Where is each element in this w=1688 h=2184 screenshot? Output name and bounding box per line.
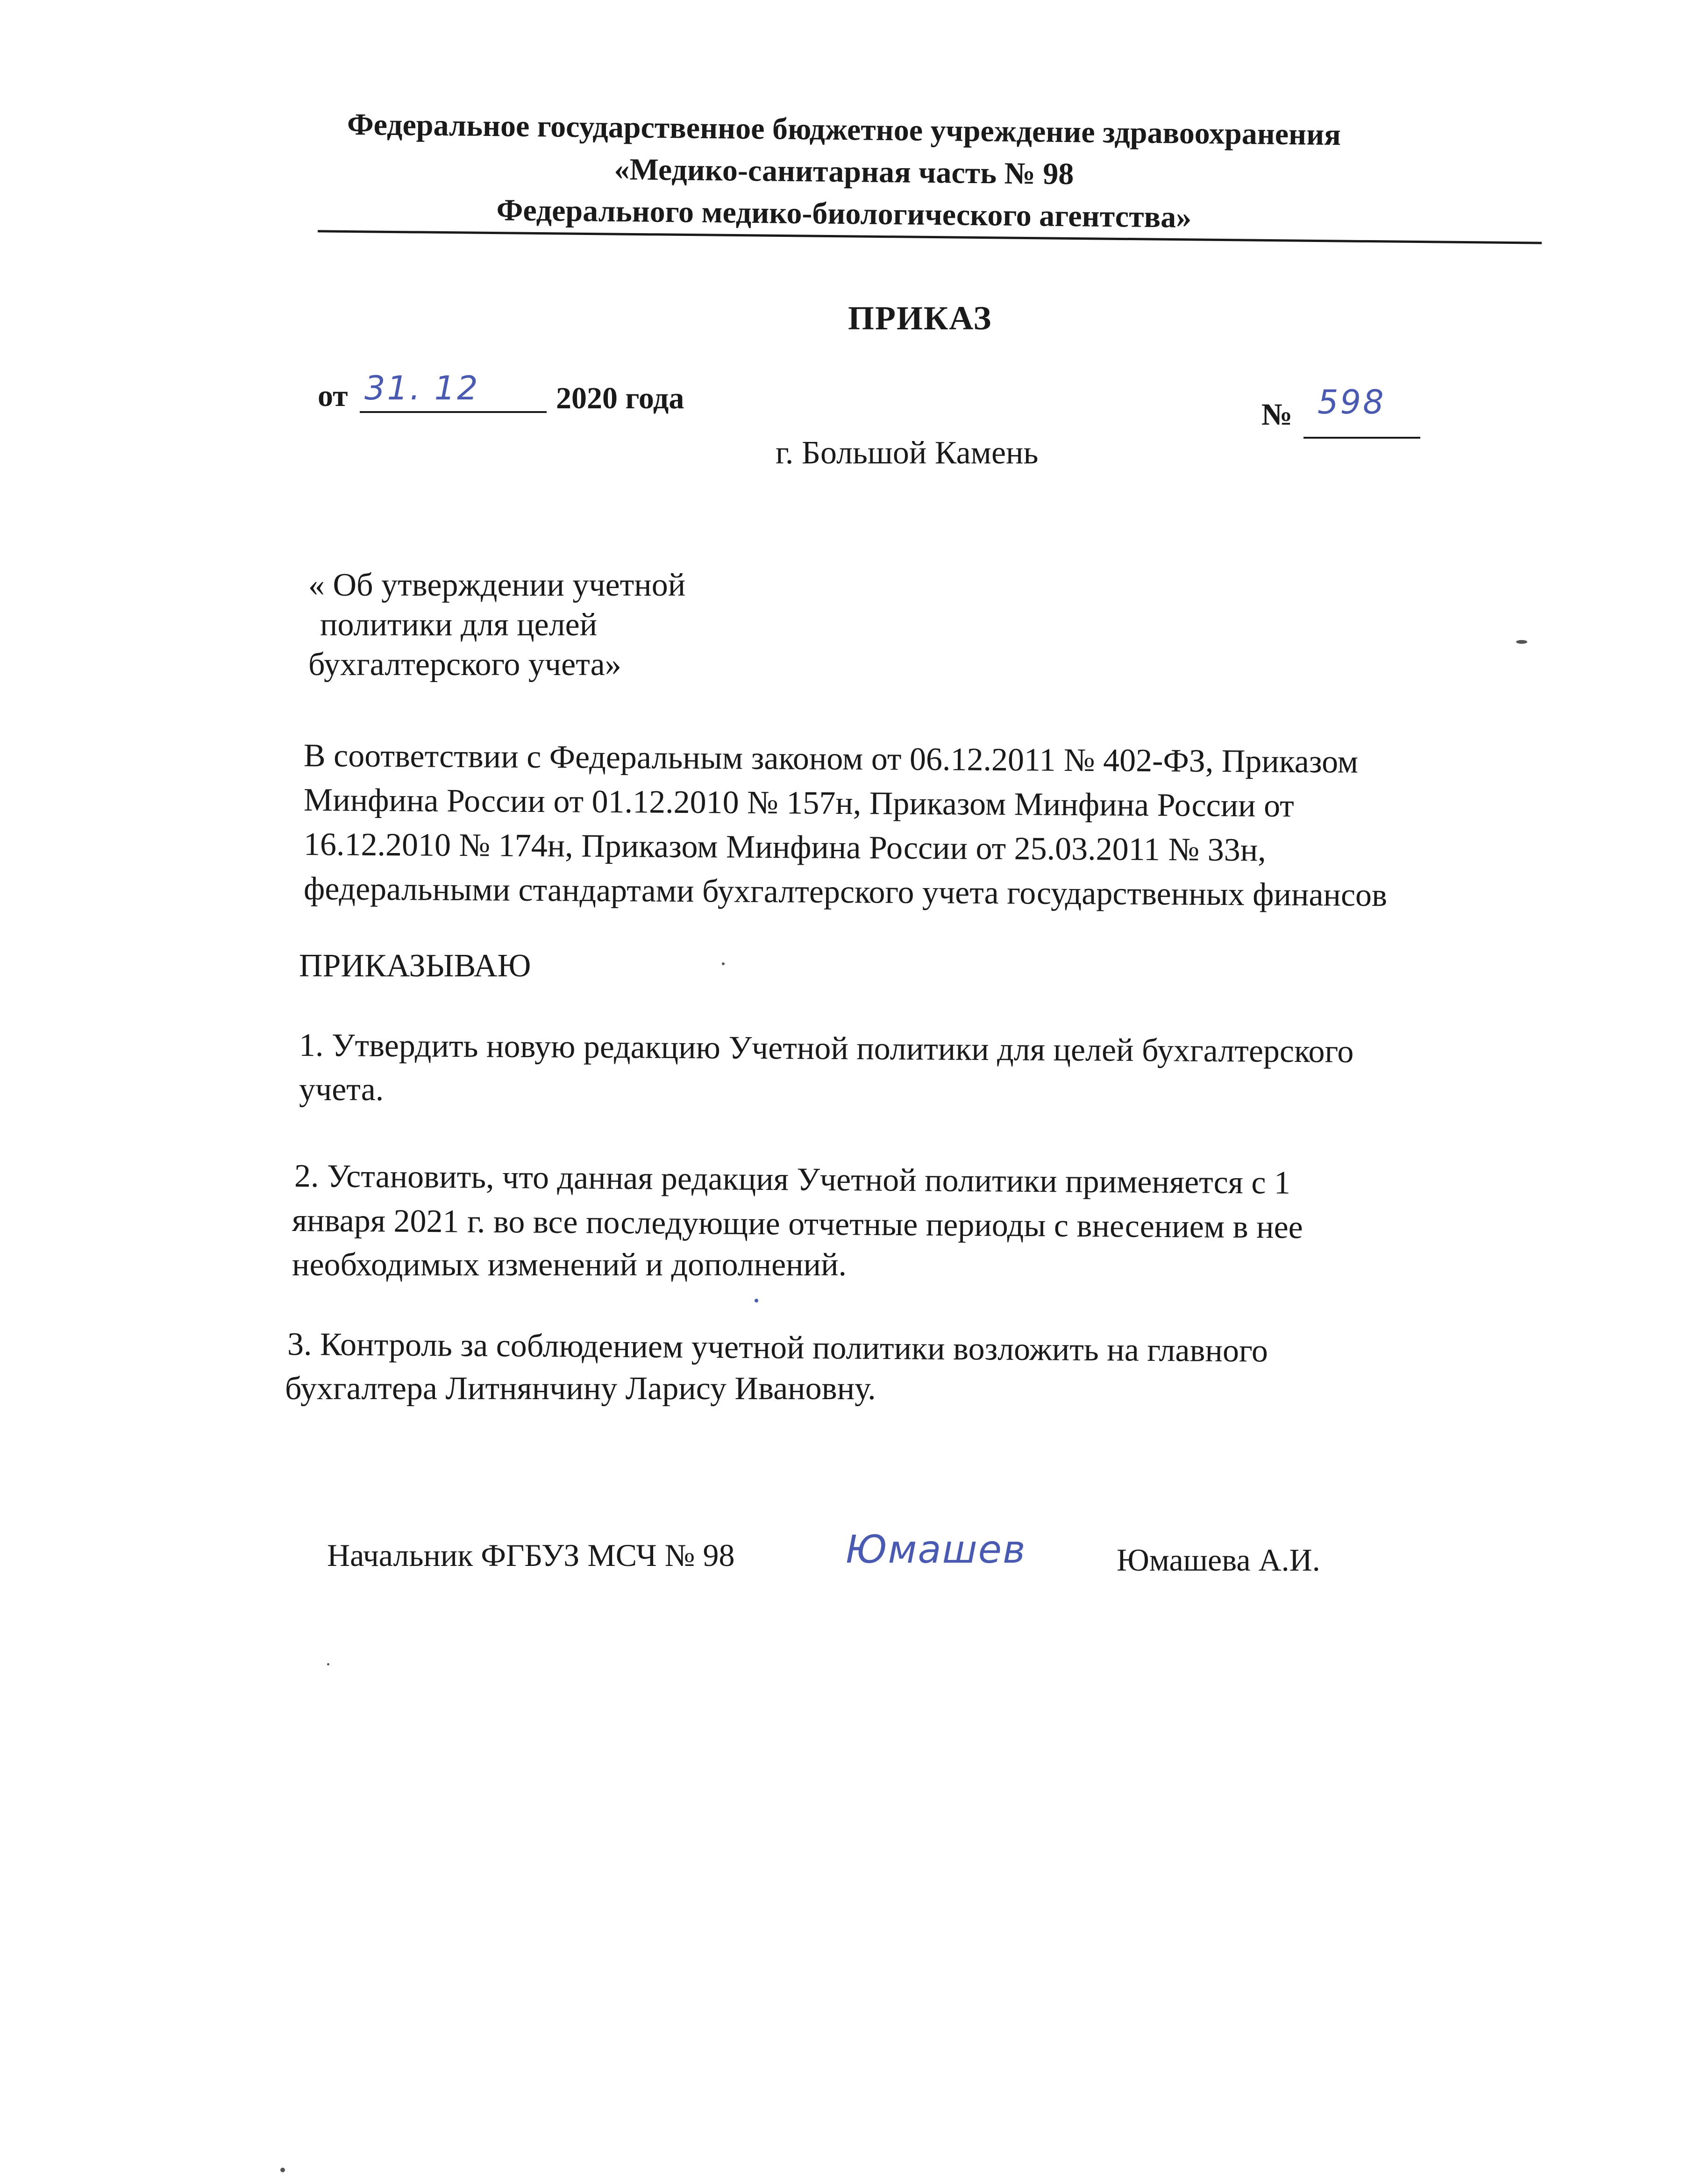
signatory-name: Юмашева А.И. [1117,1542,1320,1578]
number-label: № [1261,398,1293,432]
org-name-line3: Федерального медико-биологического агентства» [496,193,1192,235]
item-3-line1: 3. Контроль за соблюдением учетной политики возложить на главного [287,1326,1268,1369]
subject-line2: политики для целей [320,607,598,643]
item-1-line1: 1. Утвердить новую редакцию Учетной политики для целей бухгалтерского [299,1027,1354,1070]
handwritten-date: 31. 12 [364,369,480,407]
preamble-line3: 16.12.2010 № 174н, Приказом Минфина России от 25.03.2011 № 33н, [303,826,1267,868]
preamble-line1: В соответствии с Федеральным законом от 06.12.2011 № 402-ФЗ, Приказом [303,738,1359,780]
order-word: ПРИКАЗЫВАЮ [299,948,531,984]
org-name-line1: Федеральное государственное бюджетное учреждение здравоохранения [347,107,1341,152]
date-prefix: от [318,379,348,413]
year-text: 2020 года [556,381,684,415]
scan-speck [327,1663,329,1665]
subject-line3: бухгалтерского учета» [308,647,621,683]
city: г. Большой Камень [776,435,1039,471]
scan-speck [280,2168,285,2172]
item-3-line2: бухгалтера Литнянчину Ларису Ивановну. [285,1371,876,1407]
scan-speck [755,1299,758,1302]
item-2-line1: 2. Установить, что данная редакция Учетной политики применяется с 1 [294,1158,1291,1201]
scan-speck [1516,640,1527,644]
handwritten-number: 598 [1318,383,1386,421]
date-underline [360,411,547,413]
signatory-position: Начальник ФГБУЗ МСЧ № 98 [327,1537,735,1573]
handwritten-signature: Юмашев [846,1528,1026,1572]
subject-line1: « Об утверждении учетной [308,567,686,603]
preamble-line4: федеральными стандартами бухгалтерского учета государственных финансов [303,871,1388,914]
org-name-line2: «Медико-санитарная часть № 98 [614,152,1074,192]
scan-speck [722,962,725,965]
item-1-line2: учета. [299,1072,384,1108]
item-2-line3: необходимых изменений и дополнений. [292,1247,847,1283]
document-title: ПРИКАЗ [848,299,992,337]
item-2-line2: января 2021 г. во все последующие отчетные периоды с внесением в нее [292,1202,1303,1246]
number-underline [1303,437,1420,439]
preamble-line2: Минфина России от 01.12.2010 № 157н, Приказом Минфина России от [303,782,1295,824]
